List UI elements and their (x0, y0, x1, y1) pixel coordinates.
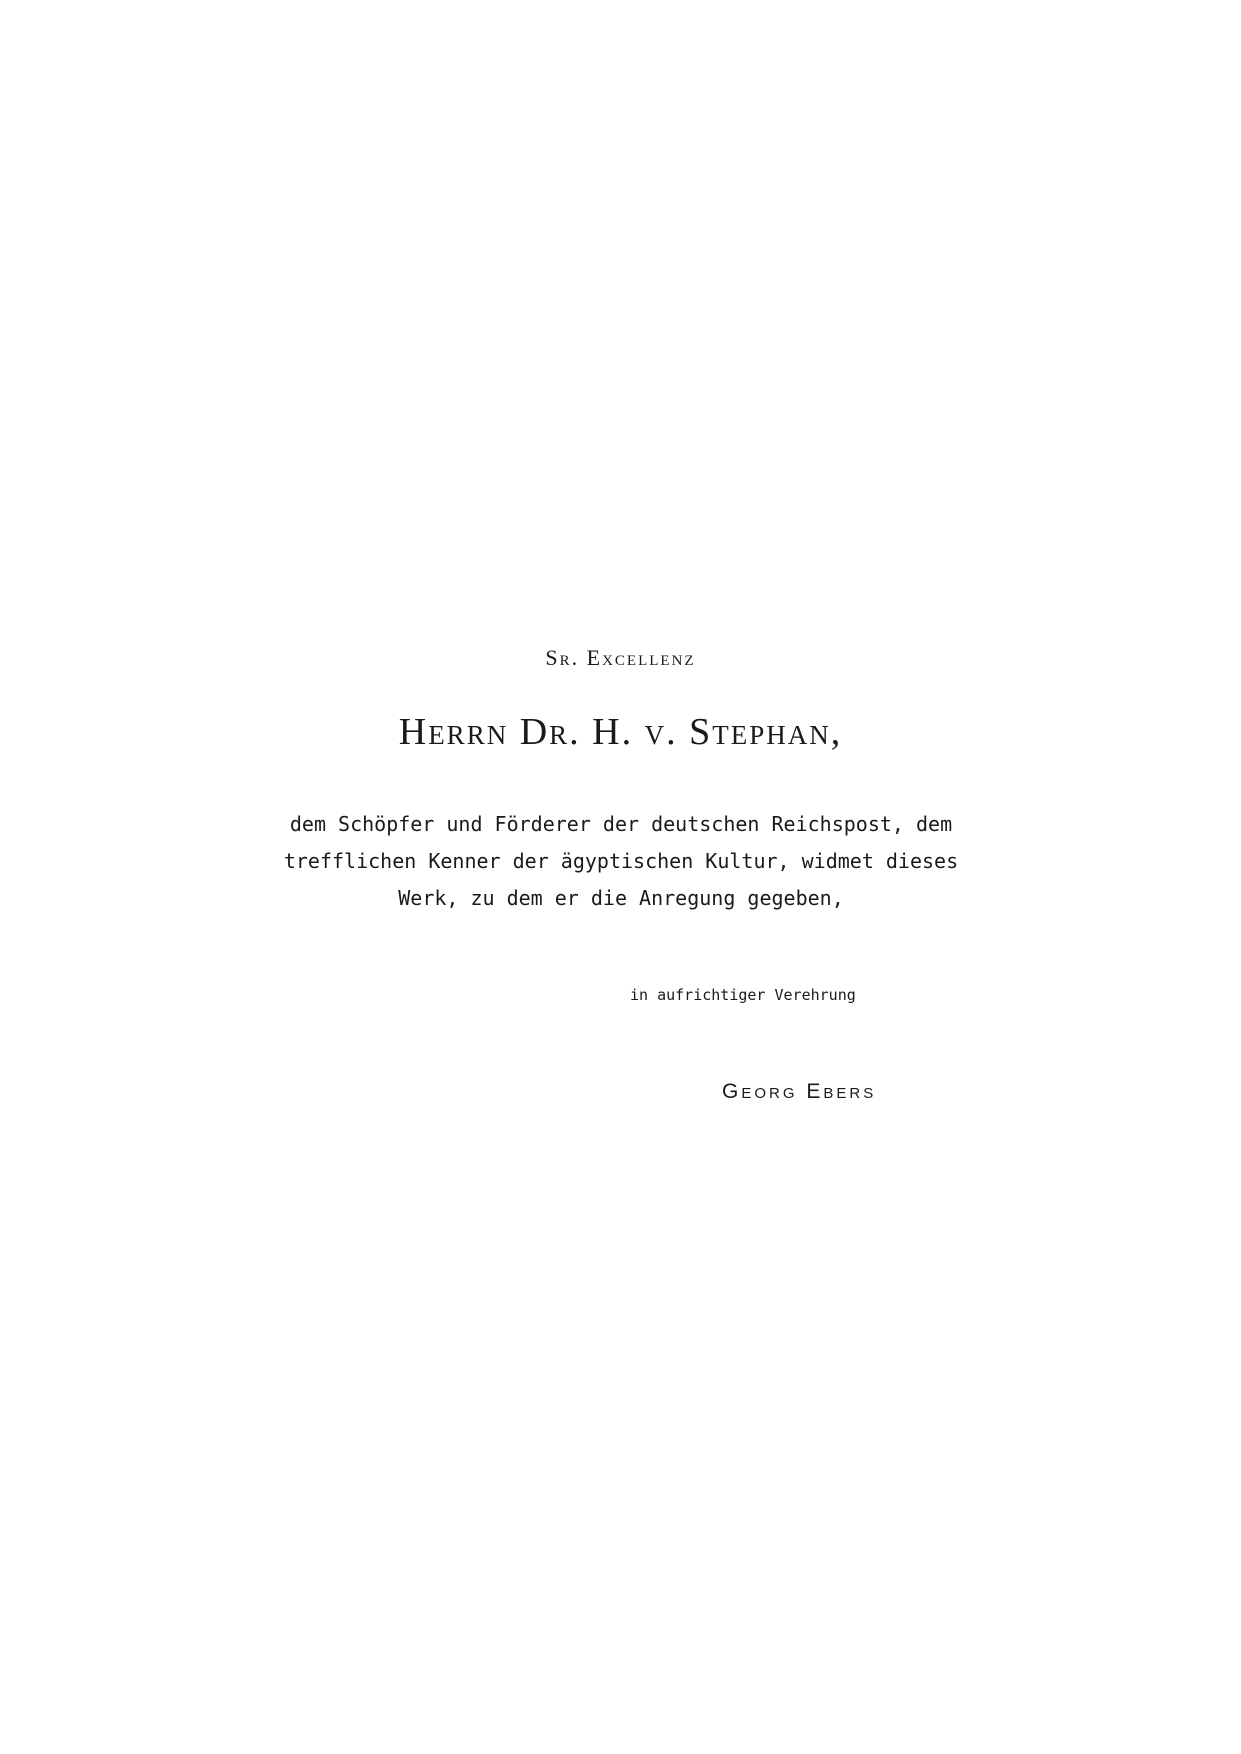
addressee-name: Herrn Dr. H. v. Stephan, (398, 711, 843, 753)
closing-phrase: in aufrichtiger Verehrung (630, 986, 856, 1004)
author-signature: Georg Ebers (722, 1080, 877, 1103)
salutation: Sr. Excellenz (545, 645, 696, 670)
dedication-text: dem Schöpfer und Förderer der deutschen Reichspost, dem trefflichen Kenner der ägyptischen Kultur, widmet dieses Werk, zu dem er die Anregung gegeben, (283, 812, 959, 910)
